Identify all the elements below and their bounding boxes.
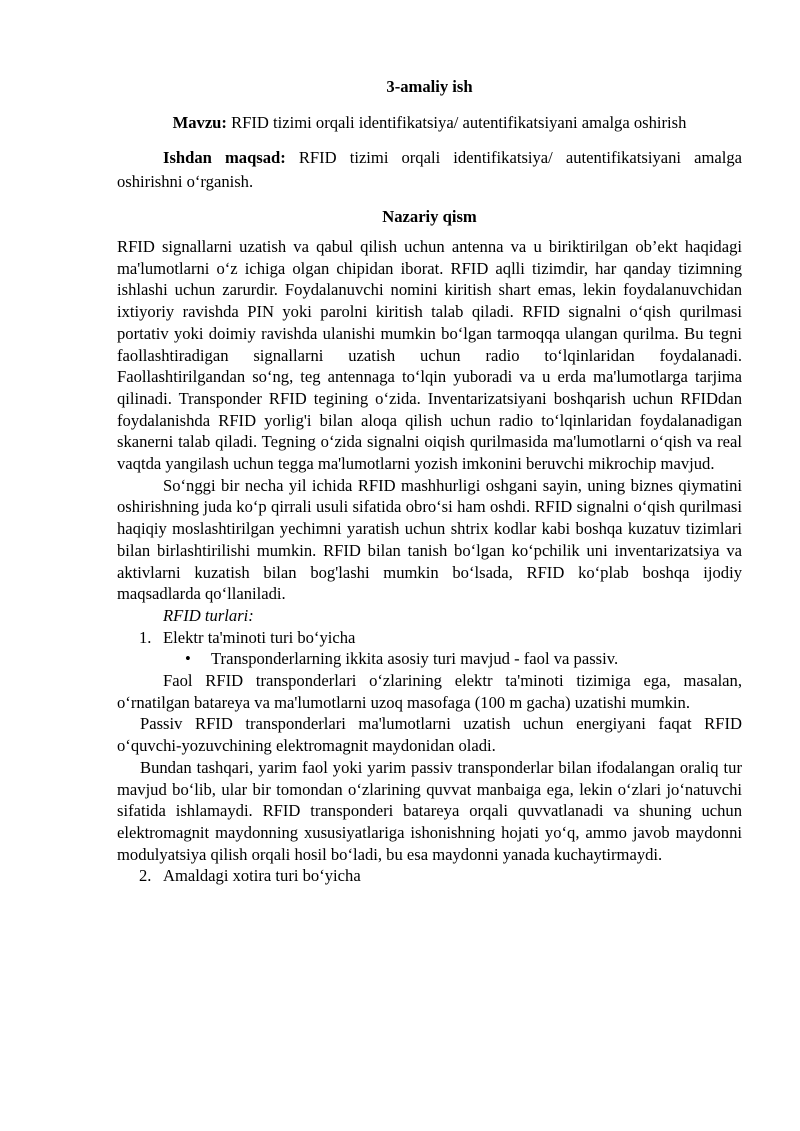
goal-label: Ishdan maqsad: bbox=[163, 148, 286, 167]
list-number: 1. bbox=[139, 627, 152, 647]
page-title: 3-amaliy ish bbox=[386, 77, 473, 96]
list-item-text: Amaldagi xotira turi bo‘yicha bbox=[163, 866, 361, 886]
paragraph-passive-rfid: Passiv RFID transponderlari ma'lumotlarni uzatish uchun energiyani faqat RFID o‘quvchi-yozuvchining elektromagnit maydonidan oladi. bbox=[117, 714, 742, 756]
list-item-memory-type bbox=[117, 865, 742, 887]
paragraph-popularity: So‘nggi bir necha yil ichida RFID mashhurligi oshgani sayin, uning biznes qiymatini oshirishning juda ko‘p qirrali usuli sifatida obro‘si ham oshdi. RFID signalni o‘qish qurilmasi haqiqiy moslashtirilgan yechimni yaratish uchun shtrix kodlar kabi boshqa kuzatuv tizimlari bilan birlashtirilishi mumkin. RFID bilan tanish bo‘lgan ko‘pchilik uni inventarizatsiya va aktivlarni kuzatish bilan bog'lashi mumkin bo‘lsada, RFID ko‘plab boshqa ijodiy maqsadlarda qo‘llaniladi. bbox=[117, 475, 742, 604]
bullet-text: Transponderlarning ikkita asosiy turi mavjud - faol va passiv. bbox=[211, 649, 619, 669]
list-item-text: Elektr ta'minoti turi bo‘yicha bbox=[163, 627, 356, 647]
rfid-types-heading: RFID turlari: bbox=[163, 605, 254, 625]
topic-label: Mavzu: bbox=[172, 113, 227, 132]
list-item-power-type bbox=[117, 627, 742, 649]
section-heading: Nazariy qism bbox=[382, 207, 477, 226]
paragraph-active-rfid: Faol RFID transponderlari o‘zlarining elektr ta'minoti tizimiga ega, masalan, o‘rnatilgan batareya va ma'lumotlarni uzoq masofaga (100 m gacha) uzatishi mumkin. bbox=[117, 671, 742, 712]
goal-paragraph bbox=[117, 146, 742, 194]
bullet-icon: • bbox=[185, 649, 191, 669]
topic-text: RFID tizimi orqali identifikatsiya/ autentifikatsiyani amalga oshirish bbox=[226, 113, 687, 132]
bullet-item-transponder-types bbox=[117, 648, 742, 670]
list-number: 2. bbox=[139, 866, 152, 886]
paragraph-semi-passive: Bundan tashqari, yarim faol yoki yarim passiv transponderlar bilan ifodalangan oraliq tur mavjud bo‘lib, ular bir tomondan o‘zlarining quvvat manbaiga ega, lekin o‘zlari jo‘natuvchi sifatida ishlamaydi. RFID transponderi batareya orqali quvvatlanadi va shuning uchun elektromagnit maydonning xususiyatlariga ishonishning hojati yo‘q, ammo javob maydonni modulyatsiya qilish orqali hosil bo‘ladi, bu esa maydonni yanada kuchaytirmaydi. bbox=[117, 757, 742, 864]
goal-text: RFID tizimi orqali identifikatsiya/ autentifikatsiyani amalga oshirishni o‘rganish. bbox=[117, 148, 742, 191]
document-page bbox=[117, 76, 742, 887]
topic-line bbox=[117, 112, 742, 134]
paragraph-intro: RFID signallarni uzatish va qabul qilish uchun antenna va u biriktirilgan ob’ekt haqidagi ma'lumotlarni o‘z ichiga olgan chipidan iborat. RFID aqlli tizimdir, har qanday tizimning ishlashi uchun zarurdir. Foydalanuvchi nomini kiritish shart emas, lekin foydalanuvchidan ixtiyoriy ravishda PIN yoki parolni kiritish talab qiladi. RFID signalni o‘qish qurilmasi portativ yoki doimiy ravishda ulanishi mumkin bo‘lgan tarmoqqa ulangan qurilma. Bu tegni faollashtiradigan signallarni uzatish uchun radio to‘lqinlaridan foydalanadi. Faollashtirilgandan so‘ng, teg antennaga to‘lqin yuboradi va u erda ma'lumotlarga tarjima qilinadi. Transponder RFID tegining o‘zida. Inventarizatsiyani boshqarish uchun RFIDdan foydalanishda RFID yorlig'i bilan aloqa qilish uchun radio to‘lqinlaridan foydalanadigan skanerni talab qiladi. Tegning o‘zida signalni oiqish qurilmasida ma'lumotlarni o‘qish va real vaqtda yangilash uchun tegga ma'lumotlarni yozish imkonini beruvchi mikrochip mavjud. bbox=[117, 237, 742, 474]
